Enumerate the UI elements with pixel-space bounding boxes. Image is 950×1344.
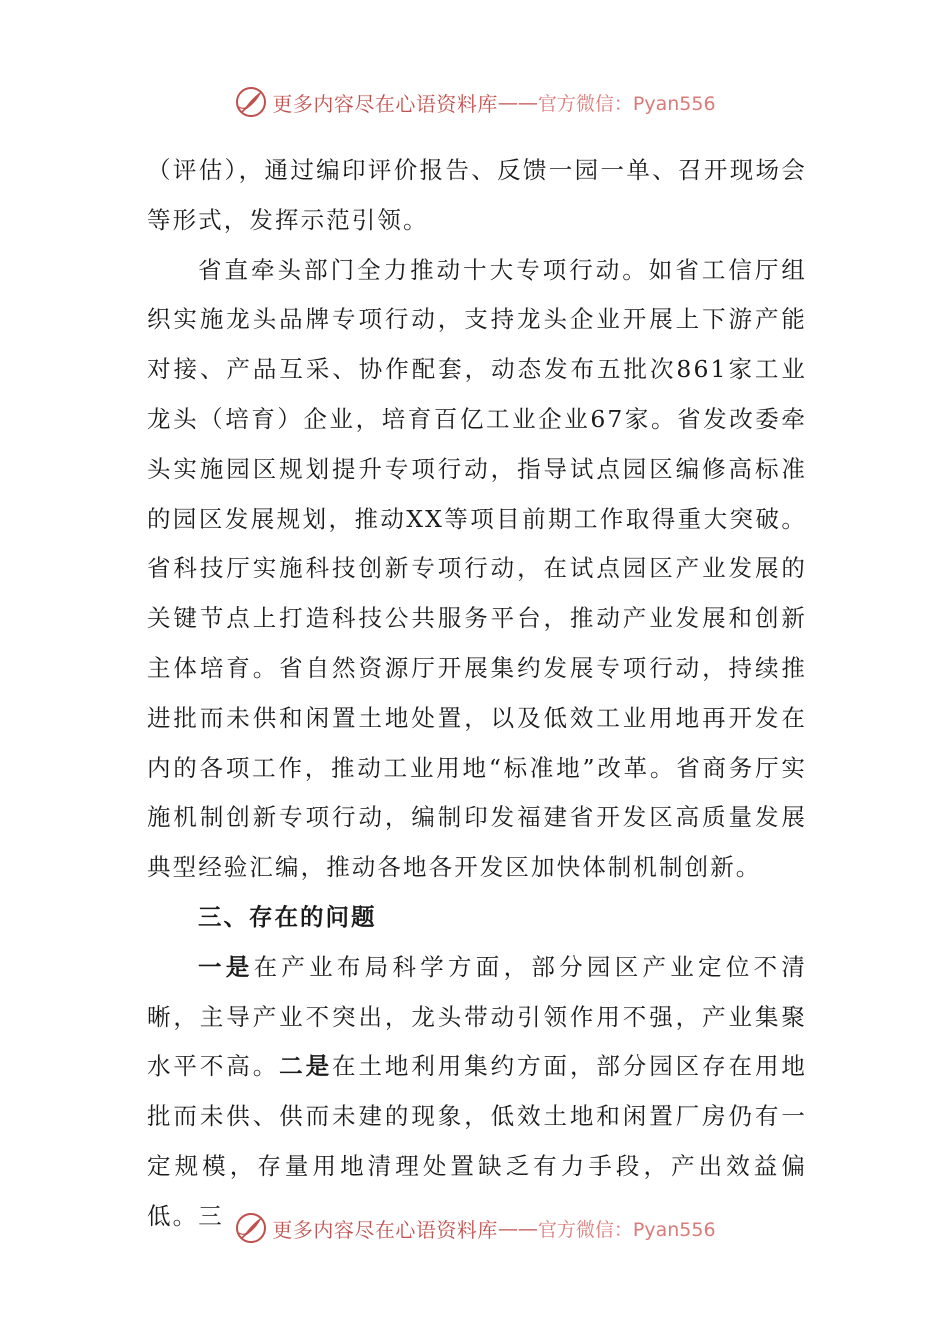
watermark-banner-top xyxy=(0,80,950,124)
watermark-text: 更多内容尽在心语资料库 xyxy=(272,1217,498,1242)
point-two-text: 在土地利用集约方面，部分园区存在用地批而未供、供而未建的现象，低效土地和闲置厂房仍有一定规模，存量用地清理处置缺乏有力手段，产出效益偏低。三 xyxy=(147,1052,808,1230)
feather-pen-logo-icon xyxy=(234,85,268,119)
paragraph-evaluation-continuation: （评估），通过编印评价报告、反馈一园一单、召开现场会等形式，发挥示范引领。 xyxy=(147,156,807,234)
point-two-label: 二是 xyxy=(279,1052,333,1081)
paragraph-problems xyxy=(147,943,807,1242)
watermark-contact: 官方微信：Pyan556 xyxy=(537,1218,716,1241)
paragraph-special-actions: 省直牵头部门全力推动十大专项行动。如省工信厅组织实施龙头品牌专项行动，支持龙头企业开展上下游产能对接、产品互采、协作配套，动态发布五批次861家工业龙头（培育）企业，培育百亿工业企业67家。省发改委牵头实施园区规划提升专项行动，指导试点园区编修高标准的园区发展规划，推动XX等项目前期工作取得重大突破。省科技厅实施科技创新专项行动，在试点园区产业发展的关键节点上打造科技公共服务平台，推动产业发展和创新主体培育。省自然资源厅开展集约发展专项行动，持续推进批而未供和闲置土地处置，以及低效工业用地再开发在内的各项工作，推动工业用地“标准地”改革。省商务厅实施机制创新专项行动，编制印发福建省开发区高质量发展典型经验汇编，推动各地各开发区加快体制机制创新。 xyxy=(147,255,807,882)
watermark-banner-bottom xyxy=(0,1206,950,1250)
watermark-text: 更多内容尽在心语资料库 xyxy=(272,91,498,116)
watermark-contact: 官方微信：Pyan556 xyxy=(537,92,716,115)
watermark-separator: —— xyxy=(497,90,538,114)
point-one-text: 在产业布局科学方面，部分园区产业定位不清晰，主导产业不突出，龙头带动引领作用不强，产业集聚水平不高。 xyxy=(147,952,807,1081)
watermark-separator: —— xyxy=(497,1216,538,1240)
document-body xyxy=(147,146,807,1242)
point-one-label: 一是 xyxy=(198,952,254,981)
section-heading-problems: 三、存在的问题 xyxy=(198,902,377,931)
feather-pen-logo-icon xyxy=(234,1211,268,1245)
